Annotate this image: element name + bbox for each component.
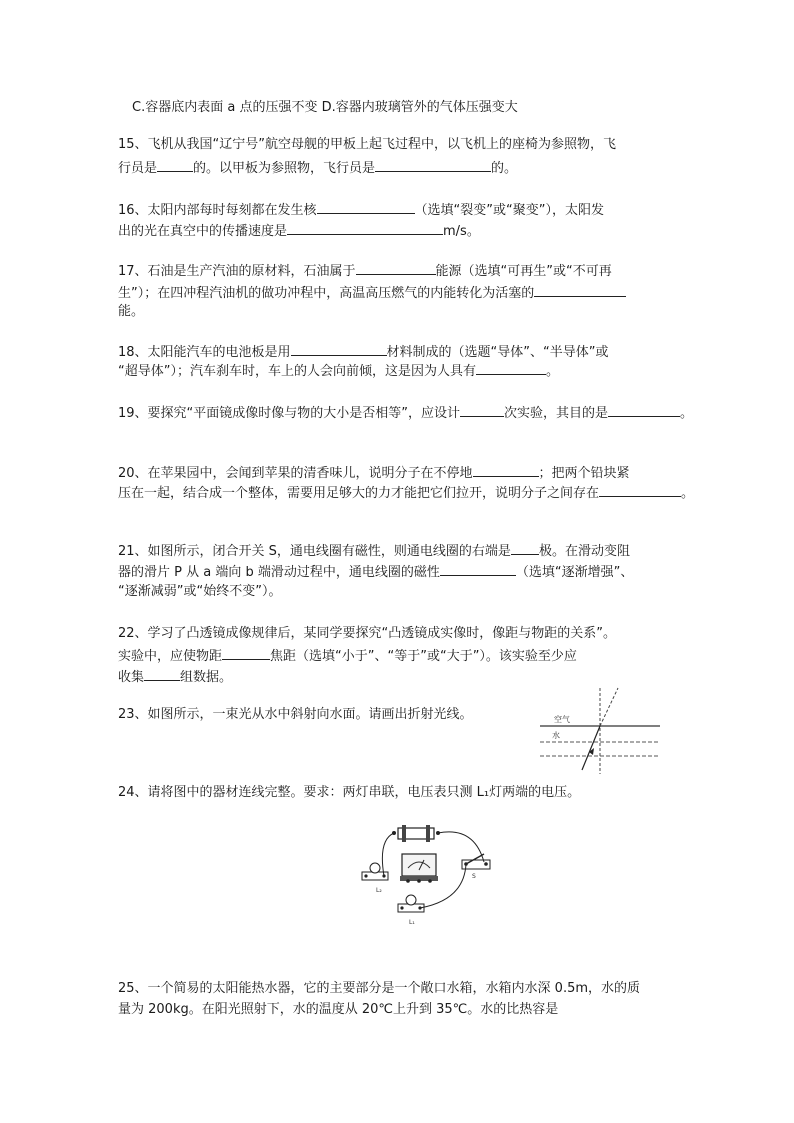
answer-blank[interactable] <box>356 260 436 275</box>
incident-ray <box>582 726 600 770</box>
answer-blank[interactable] <box>144 666 180 681</box>
q15-line2: 行员是 的。以甲板为参照物，飞行员是 的。 <box>118 157 517 179</box>
q24-line: 24、请将图中的器材连线完整。要求：两灯串联，电压表只测 L₁灯两端的电压。 <box>118 785 581 800</box>
q22-line3: 收集 组数据。 <box>118 666 232 688</box>
q22-line1: 22、学习了凸透镜成像规律后，某同学要探究“凸透镜成实像时，像距与物距的关系”。 <box>118 626 617 641</box>
q17-line3: 能。 <box>118 304 145 319</box>
answer-blank[interactable] <box>473 462 539 477</box>
air-label: 空气 <box>554 715 570 724</box>
answer-blank[interactable] <box>287 220 443 235</box>
battery-icon <box>392 825 440 842</box>
arrow-icon <box>589 748 594 755</box>
q20-line2: 压在一起，结合成一个整体，需要用足够大的力才能把它们拉开，说明分子之间存在 。 <box>118 482 694 504</box>
q17-line2: 生”）；在四冲程汽油机的做功冲程中，高温高压燃气的内能转化为活塞的 <box>118 282 626 304</box>
answer-blank[interactable] <box>534 282 626 297</box>
q15-line1: 15、飞机从我国“辽宁号”航空母舰的甲板上起飞过程中，以飞机上的座椅为参照物，飞 <box>118 137 617 152</box>
label-l2: L₂ <box>376 887 382 894</box>
q19-line: 19、要探究“平面镜成像时像与物的大小是否相等”，应设计 次实验，其目的是 。 <box>118 402 693 424</box>
q18-line2: “超导体”）；汽车刹车时，车上的人会向前倾，这是因为人具有 。 <box>118 360 559 382</box>
refraction-diagram[interactable] <box>540 686 660 776</box>
answer-blank[interactable] <box>222 645 270 660</box>
q18-line1: 18、太阳能汽车的电池板是用 材料制成的（选题“导体”、“半导体”或 <box>118 341 609 363</box>
q17-line1: 17、石油是生产汽油的原材料，石油属于 能源（选填“可再生”或“不可再 <box>118 260 612 282</box>
label-s: S <box>472 873 476 880</box>
wire <box>382 833 394 876</box>
answer-blank[interactable] <box>460 402 504 417</box>
q20-line1: 20、在苹果园中，会闻到苹果的清香味儿，说明分子在不停地 ；把两个铅块紧 <box>118 462 630 484</box>
q25-line2: 量为 200kg。在阳光照射下，水的温度从 20℃上升到 35℃。水的比热容是 <box>118 1002 559 1017</box>
voltmeter-icon <box>400 854 438 883</box>
answer-blank[interactable] <box>511 540 539 555</box>
q16-line1: 16、太阳内部每时每刻都在发生核 （选填“裂变”或“聚变”），太阳发 <box>118 199 604 221</box>
circuit-diagram[interactable] <box>356 820 502 932</box>
water-label: 水 <box>552 731 560 740</box>
q16-line2: 出的光在真空中的传播速度是 m/s。 <box>118 220 480 242</box>
q21-line2: 器的滑片 P 从 a 端向 b 端滑动过程中，通电线圈的磁性 （选填“逐渐增强”、 <box>118 561 633 583</box>
lamp-l2-icon <box>362 863 388 880</box>
answer-blank[interactable] <box>375 157 491 172</box>
q23-line: 23、如图所示，一束光从水中斜射向水面。请画出折射光线。 <box>118 707 473 722</box>
reflection-dash-line <box>600 688 618 726</box>
q21-line1: 21、如图所示，闭合开关 S，通电线圈有磁性，则通电线圈的右端是 极。在滑动变阻 <box>118 540 630 562</box>
answer-blank[interactable] <box>317 199 415 214</box>
q21-line3: “逐渐减弱”或“始终不变”）。 <box>118 584 282 599</box>
label-l1: L₁ <box>409 919 415 926</box>
answer-blank[interactable] <box>440 561 516 576</box>
answer-blank[interactable] <box>608 402 680 417</box>
answer-blank[interactable] <box>476 360 546 375</box>
q22-line2: 实验中，应使物距 焦距（选填“小于”、“等于”或“大于”）。该实验至少应 <box>118 645 577 667</box>
q14-options: C.容器底内表面 a 点的压强不变 D.容器内玻璃管外的气体压强变大 <box>132 100 518 115</box>
q25-line1: 25、一个简易的太阳能热水器，它的主要部分是一个敞口水箱，水箱内水深 0.5m，水的质 <box>118 981 641 996</box>
lamp-l1-icon <box>398 895 424 912</box>
answer-blank[interactable] <box>291 341 387 356</box>
answer-blank[interactable] <box>599 482 681 497</box>
answer-blank[interactable] <box>157 157 193 172</box>
